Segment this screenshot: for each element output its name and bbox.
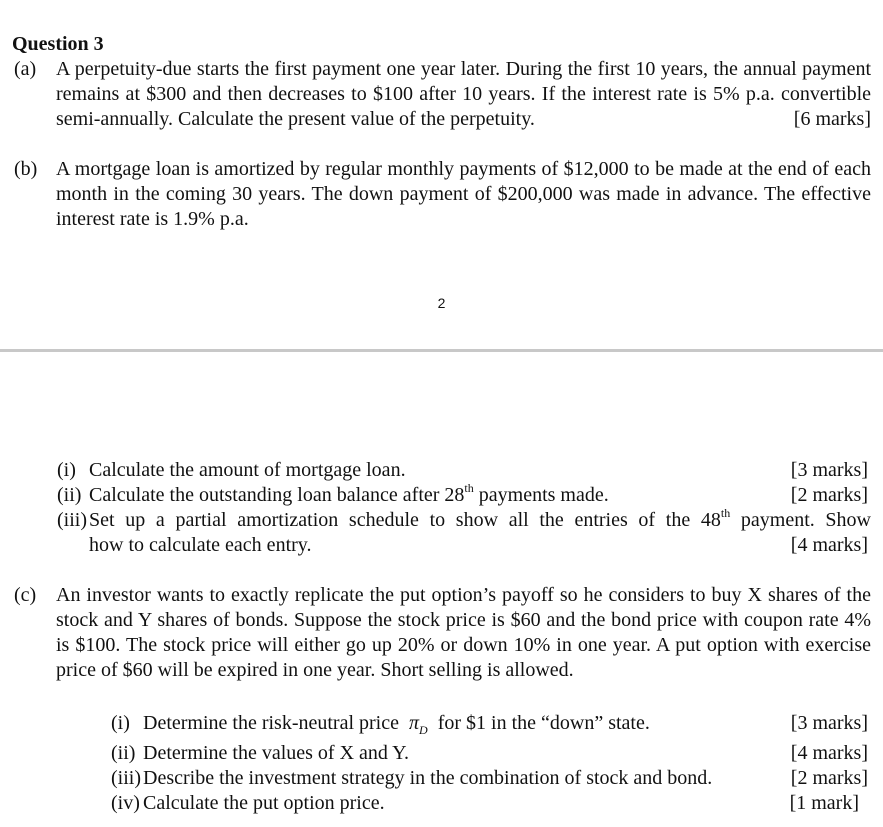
superscript-th: th — [720, 506, 731, 521]
part-c-sub-i-label: (i) — [111, 712, 130, 734]
part-c-sub-ii-text: Determine the values of X and Y. — [143, 742, 410, 764]
question-title: Question 3 — [12, 33, 104, 55]
page-number: 2 — [437, 295, 446, 311]
part-b-sub-iii — [57, 508, 871, 533]
part-b-sub-iii-label: (iii) — [57, 509, 87, 531]
part-c-sub-iii-text: Describe the investment strategy in the combination of stock and bond. — [143, 767, 713, 789]
part-c-sub-i-text: Determine the risk-neutral price $\pi_D$ for $1 in the “down” state. — [143, 712, 650, 737]
part-b-text: A mortgage loan is amortized by regular monthly payments of $12,000 to be made at the end of each month in the coming 30 years. The down payment of $200,000 was made in advance. The effective interest rate is 1.9% p.a. — [56, 158, 871, 230]
part-b-sub-iii-text-line2: how to calculate each entry. — [89, 534, 312, 556]
part-c-label: (c) — [14, 584, 37, 606]
part-c-sub-iii-marks: [2 marks] — [790, 767, 868, 789]
part-b-sub-iii-marks: [4 marks] — [790, 534, 868, 556]
part-c-sub-iv-text: Calculate the put option price. — [143, 792, 385, 814]
part-a-marks: [6 marks] — [793, 108, 871, 130]
page-divider — [0, 349, 883, 352]
part-b-sub-i-marks: [3 marks] — [790, 459, 868, 481]
part-c-sub-ii-label: (ii) — [111, 742, 136, 764]
part-c-sub-i — [111, 711, 868, 736]
part-b-sub-iii-text-line1: Set up a partial amortization schedule to show all the entries of the 48th payment. Show — [89, 506, 871, 531]
part-b-sub-ii-label: (ii) — [57, 484, 82, 506]
part-b-sub-i — [57, 458, 868, 483]
part-c-sub-ii — [111, 741, 868, 766]
part-c-sub-iv — [111, 791, 859, 816]
part-c-sub-iii-label: (iii) — [111, 767, 141, 789]
part-c-sub-ii-marks: [4 marks] — [790, 742, 868, 764]
part-a-text — [56, 57, 871, 132]
superscript-th: th — [464, 481, 474, 496]
part-c-sub-iv-label: (iv) — [111, 792, 140, 814]
part-b-sub-i-label: (i) — [57, 459, 76, 481]
part-b-sub-ii-text: Calculate the outstanding loan balance after 28th payments made. — [89, 481, 609, 506]
part-c-sub-i-marks: [3 marks] — [790, 712, 868, 734]
part-b-sub-ii — [57, 483, 868, 508]
part-c-sub-iv-marks: [1 mark] — [789, 792, 859, 814]
part-a-body: A perpetuity-due starts the first payment one year later. During the first 10 years, the annual payment remains at $300 and then decreases to $100 after 10 years. If the interest rate is 5% p.a. convertible semi-annually. Calculate the present value of the perpetuity. — [56, 58, 871, 130]
part-c-text: An investor wants to exactly replicate the put option’s payoff so he considers to buy X shares of the stock and Y shares of bonds. Suppose the stock price is $60 and the bond price with coupon rate 4% is $100. The stock price will either go up 20% or down 10% in one year. A put option with exercise price of $60 will be expired in one year. Short selling is allowed. — [56, 584, 871, 681]
part-c-sub-iii — [111, 766, 868, 791]
part-b-label: (b) — [14, 158, 38, 180]
part-b-sub-ii-marks: [2 marks] — [790, 484, 868, 506]
part-a-label: (a) — [14, 58, 37, 80]
pi-d-symbol: $\pi_D$ — [409, 712, 428, 737]
part-b-sub-i-text: Calculate the amount of mortgage loan. — [89, 459, 406, 481]
